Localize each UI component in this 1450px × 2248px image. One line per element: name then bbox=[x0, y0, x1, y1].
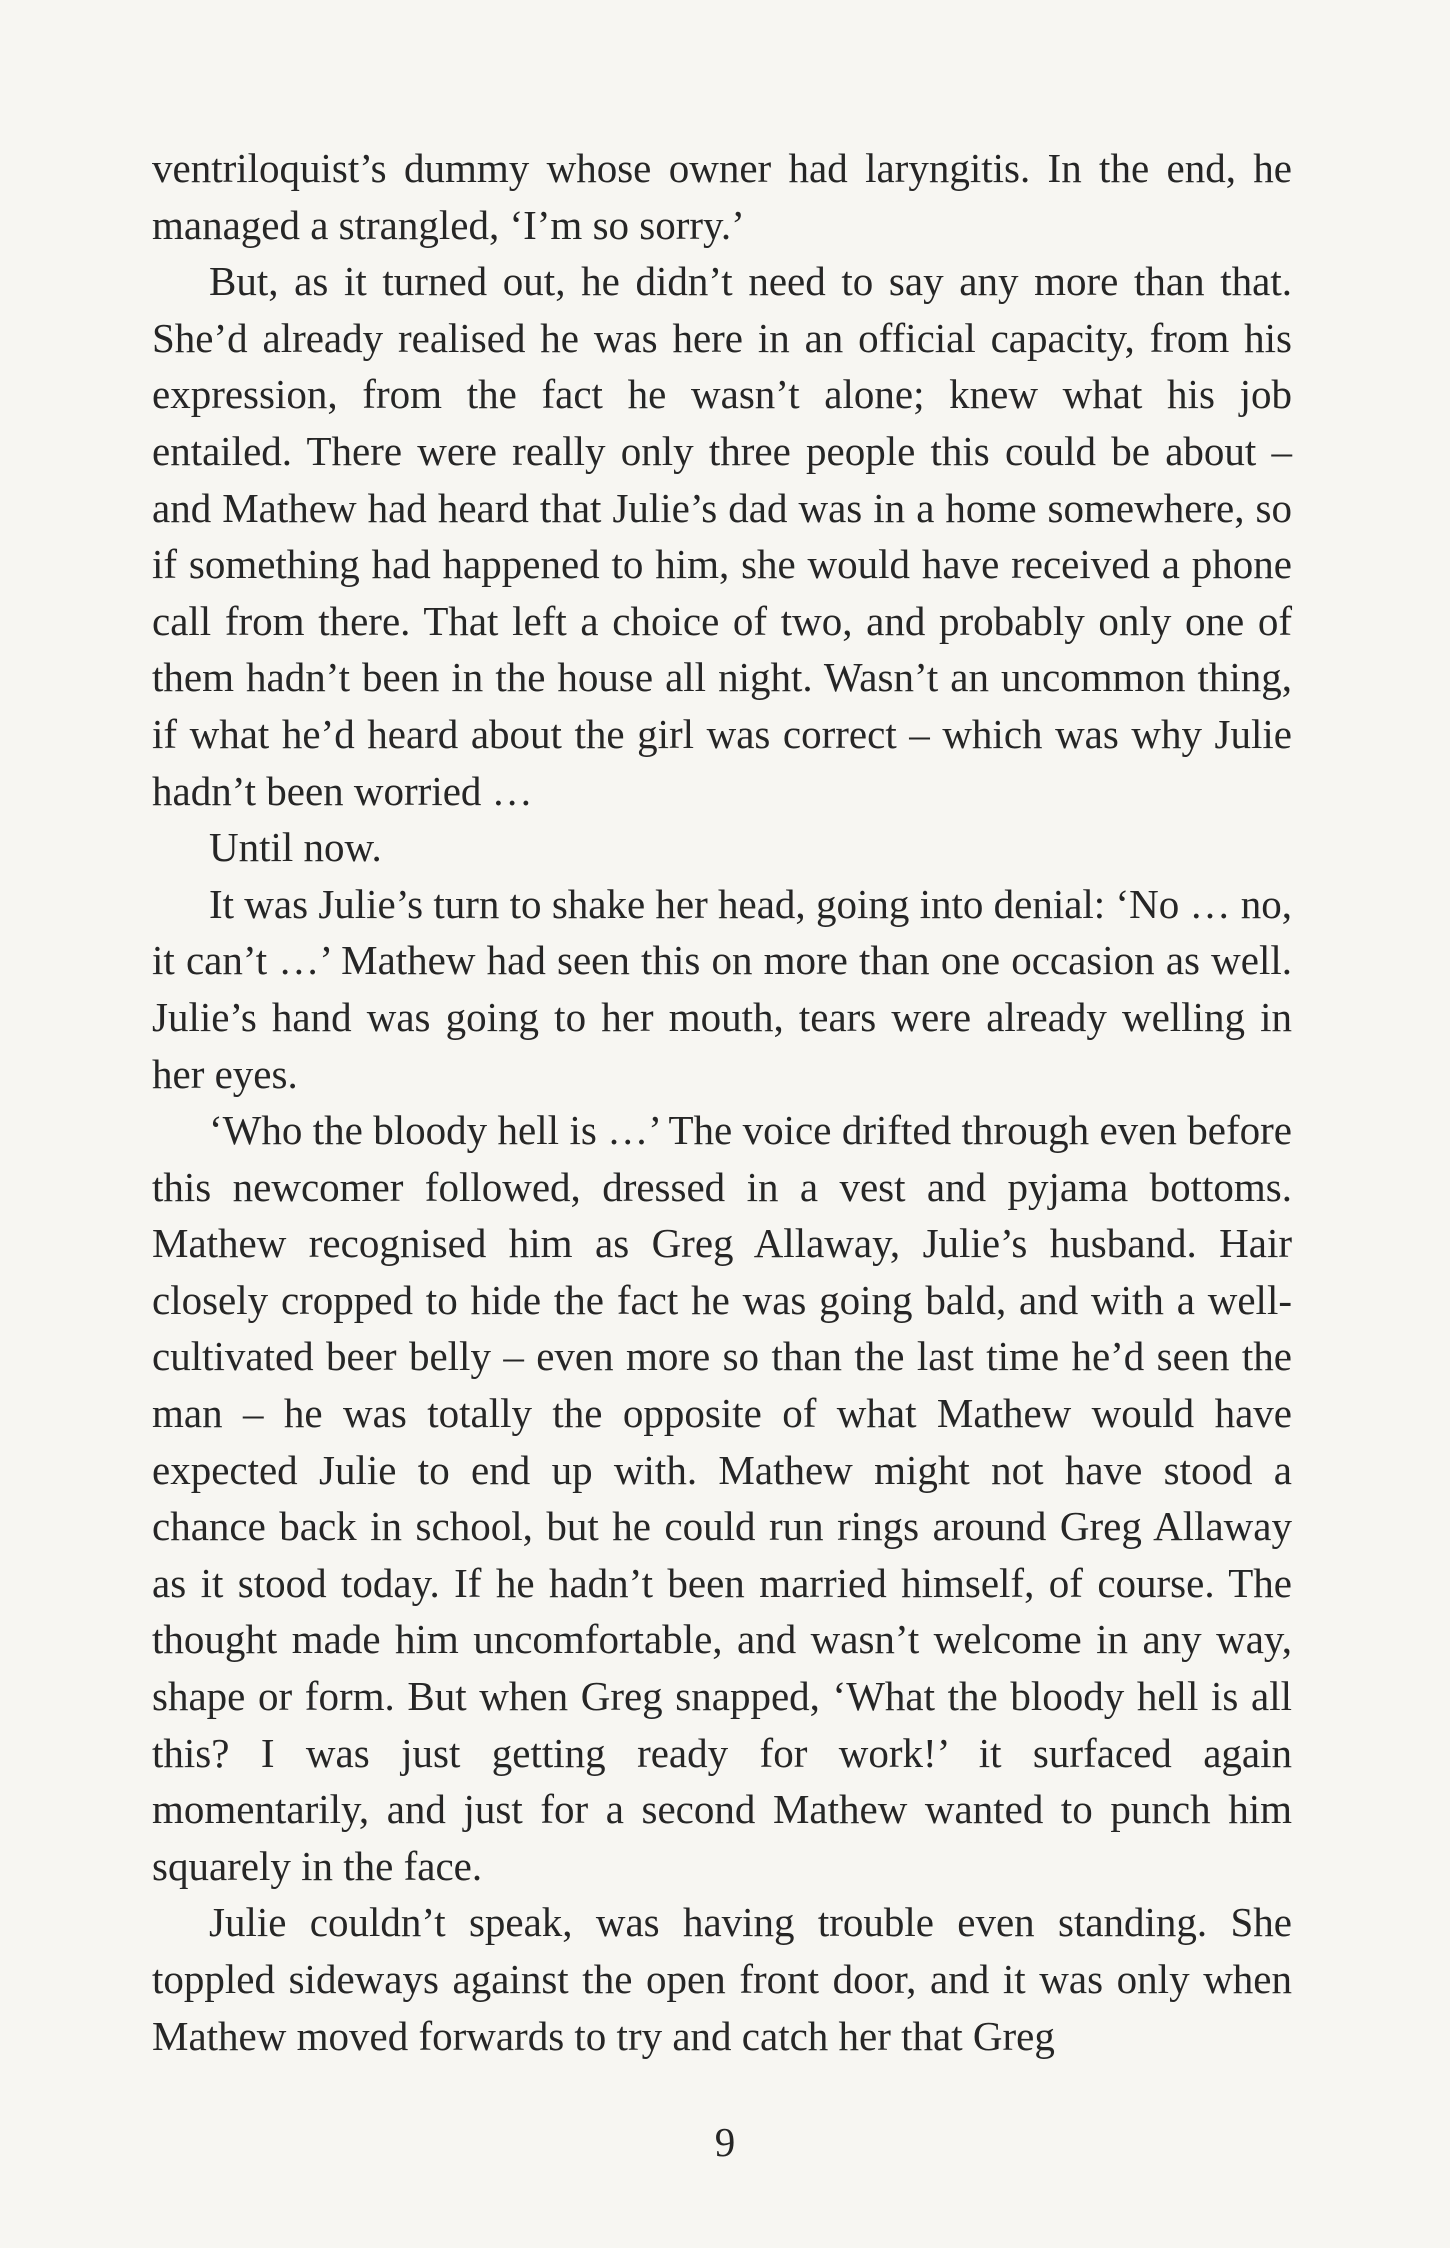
paragraph: Until now. bbox=[209, 824, 382, 871]
paragraph: ventriloquist’s dummy whose owner had laryngitis. In the end, he managed a strangled, ‘I’m so sorry.’ bbox=[152, 145, 1292, 248]
paragraph: It was Julie’s turn to shake her head, going into denial: ‘No … no, it can’t …’ Mathew had seen this on more than one occasion as well. Julie’s hand was going to her mouth, tears were already welling in her eyes. bbox=[152, 880, 1292, 1097]
paragraph: But, as it turned out, he didn’t need to say any more than that. She’d already realised he was here in an official capacity, from his expression, from the fact he wasn’t alone; knew what his job entailed. There were really only three people this could be about – and Mathew had heard that Julie’s dad was in a home somewhere, so if something had happened to him, she would have received a phone call from there. That left a choice of two, and probably only one of them hadn’t been in the house all night. Wasn’t an uncommon thing, if what he’d heard about the girl was correct – which was why Julie hadn’t been worried … bbox=[152, 258, 1292, 814]
paragraph: Julie couldn’t speak, was having trouble even standing. She toppled sideways against the open front door, and it was only when Mathew moved forwards to try and catch her that Greg bbox=[152, 1899, 1292, 2059]
page-number: 9 bbox=[714, 2119, 736, 2165]
body-text bbox=[152, 140, 1292, 2064]
paragraph: ‘Who the bloody hell is …’ The voice drifted through even before this newcomer followed, dressed in a vest and pyjama bottoms. Mathew recognised him as Greg Allaway, Julie’s husband. Hair closely cropped to hide the fact he was going bald, and with a well-cultivated beer belly – even more so than the last time he’d seen the man – he was totally the opposite of what Mathew would have expected Julie to end up with. Mathew might not have stood a chance back in school, but he could run rings around Greg Allaway as it stood today. If he hadn’t been married himself, of course. The thought made him uncomfortable, and wasn’t welcome in any way, shape or form. But when Greg snapped, ‘What the bloody hell is all this? I was just getting ready for work!’ it surfaced again momentarily, and just for a second Mathew wanted to punch him squarely in the face. bbox=[152, 1107, 1292, 1889]
